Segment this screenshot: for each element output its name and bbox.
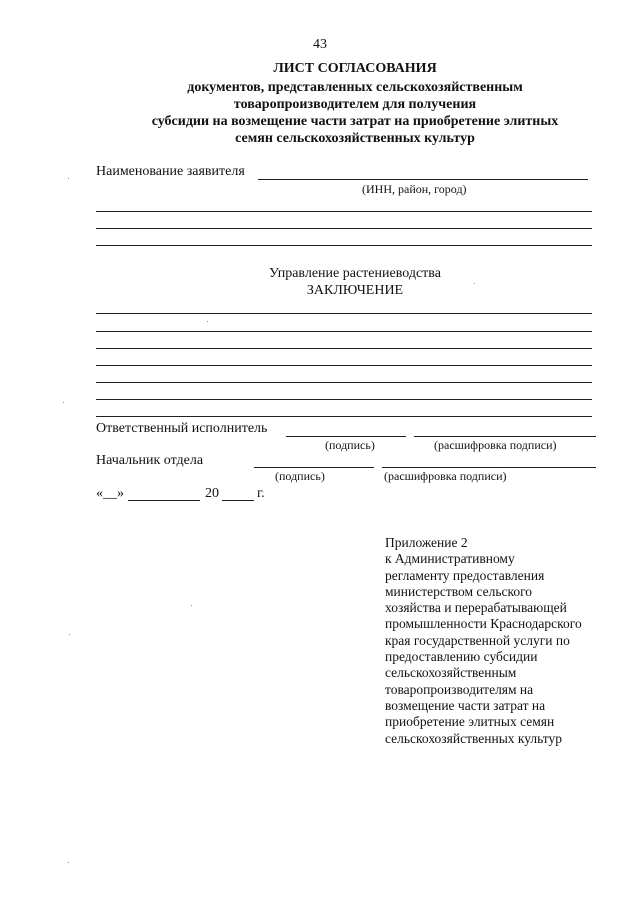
conclusion-line-1 [96,313,592,314]
scan-speck [207,321,208,322]
applicant-hint: (ИНН, район, город) [362,182,467,196]
department-name: Управление растениеводства [269,266,441,281]
appendix-line: хозяйства и перерабатывающей [385,600,567,616]
scan-speck [63,402,64,403]
appendix-line: министерством сельского [385,583,533,599]
appendix-line: сельскохозяйственных культур [385,730,563,746]
page-number: 43 [313,37,327,52]
appendix-line: возмещение части затрат на [385,697,546,713]
head-decode-hint: (расшифровка подписи) [384,469,507,483]
conclusion-line-4 [96,365,592,366]
document-subtitle-line-2: товаропроизводителем для получения [233,97,477,112]
appendix-line: регламенту предоставления [385,567,545,583]
appendix-line: приобретение элитных семян [385,714,555,730]
applicant-blank-line-2 [96,228,592,229]
appendix-line: к Административному [385,551,515,567]
document-subtitle-line-4: семян сельскохозяйственных культур [235,131,475,146]
applicant-field-line [258,179,588,180]
date-month-line [128,500,200,501]
scan-speck [474,283,475,284]
conclusion-line-2 [96,331,592,332]
appendix-line: края государственной услуги по [385,632,570,648]
responsible-decode-line [414,436,596,437]
appendix-line: предоставлению субсидии [385,649,538,665]
appendix-note [385,535,625,747]
appendix-line: промышленности Краснодарского [385,616,582,632]
head-decode-line [382,467,596,468]
date-year-prefix: 20 [205,486,219,501]
appendix-line: Приложение 2 [385,535,468,550]
head-signature-line [254,467,374,468]
scan-speck [68,178,69,179]
conclusion-line-5 [96,382,592,383]
document-title: ЛИСТ СОГЛАСОВАНИЯ [273,61,437,76]
conclusion-line-7 [96,416,592,417]
conclusion-line-3 [96,348,592,349]
applicant-blank-line-1 [96,211,592,212]
scan-speck [69,634,70,635]
document-subtitle-line-3: субсидии на возмещение части затрат на приобретение элитных [151,114,559,129]
scan-speck [191,605,192,606]
date-year-line [222,500,254,501]
date-year-suffix: г. [257,486,265,501]
scan-speck [68,862,69,863]
applicant-blank-line-3 [96,245,592,246]
appendix-line: сельскохозяйственным [385,665,517,681]
responsible-label: Ответственный исполнитель [96,421,268,436]
head-signature-hint: (подпись) [275,469,325,483]
responsible-signature-line [286,436,406,437]
conclusion-heading: ЗАКЛЮЧЕНИЕ [306,283,404,298]
responsible-signature-hint: (подпись) [325,438,375,452]
responsible-decode-hint: (расшифровка подписи) [434,438,557,452]
head-label: Начальник отдела [96,453,204,468]
applicant-label: Наименование заявителя [96,164,245,179]
date-day: «__» [96,486,124,501]
document-subtitle-line-1: документов, представленных сельскохозяйственным [187,80,523,95]
appendix-line: товаропроизводителям на [385,681,534,697]
conclusion-line-6 [96,399,592,400]
